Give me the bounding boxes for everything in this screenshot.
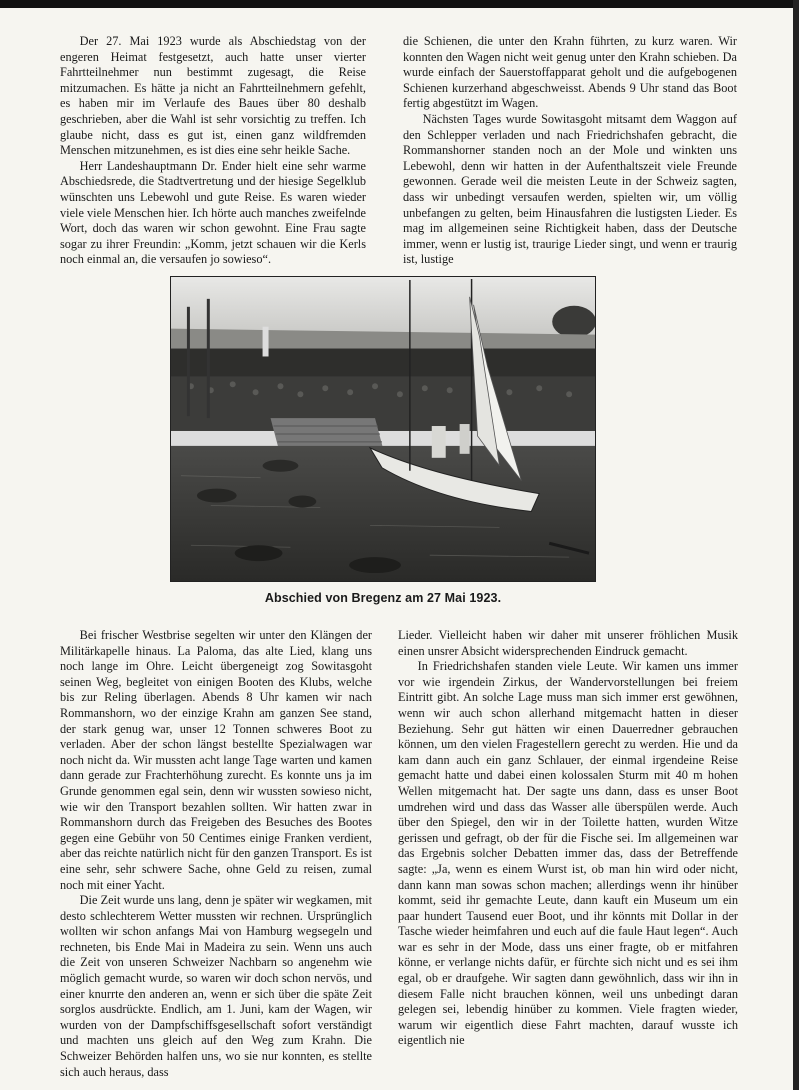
figure-caption: Abschied von Bregenz am 27 Mai 1923. (264, 591, 502, 605)
rowboat (349, 557, 401, 573)
paragraph: Nächsten Tages wurde Sowitasgoht mitsamt dem Waggon auf den Schlepper verladen und nach Friedrichshafen gebracht, die Rommanshorner standen noch an der Mole und winkten uns Lebewohl, denn wir hatten in der Aufenthaltszeit viele Freunde gewonnen. Gerade weil die meisten Leute in der Schweiz sagten, dass wir unbedingt versaufen werden, spielten wir, um völlig unbefangen zu gelten, beim Hinausfahren die lustigsten Lieder. Es mag im allgemeinen seine Richtigkeit haben, dass der Deutsche immer, wenn er lustig ist, traurige Lieder singt, und wenn er traurig ist, lustige (403, 111, 737, 267)
flag-pole (207, 299, 210, 418)
column-top-right (403, 34, 737, 268)
flag (263, 327, 269, 357)
rowboat (235, 545, 283, 561)
paragraph: Bei frischer Westbrise segelten wir unter den Klängen der Militärkapelle hinaus. La Paloma, das alte Lied, klang uns noch lange im Ohre. Leicht übergeneigt zog Sowitasgoht seinen Weg, begleitet von einigen Booten des Klubs, welche bis zur Reling überlagen. Abends 8 Uhr kamen wir nach Rommanshorn, wo der einzige Krahn am ganzen See stand, der stark genug war, unser 12 Tonnen schweres Boot zu verladen. Aber der schon längst bestellte Spezialwagen war noch nicht da. Wir mussten acht lange Tage warten und kamen dann gerade zur Frachterhöhung zurecht. Es konnte uns ja im Grunde genommen egal sein, denn wir wussten sowieso nicht, wie wir den Transport bezahlen sollten. Wir hatten zwar in Rommanshorn durch das Freigeben des Besuches des Bootes gegen eine Gebühr von 50 Centimes einige Franken verdient, aber das reichte natürlich nicht für den ganzen Transport. Es ist eine sehr, sehr schwere Sache, ohne Geld zu reisen, zumal noch mit einer Yacht. (60, 628, 372, 892)
paragraph: Die Zeit wurde uns lang, denn je später wir wegkamen, mit desto schlechterem Wetter mussten wir rechnen. Ursprünglich wollten wir schon anfangs Mai von Hamburg wegsegeln und rechneten, bis Ende Mai in Madeira zu sein. Wenn uns auch die Zeit von unseren Schweizer Nachbarn so angenehm wie möglich gemacht wurde, so waren wir doch schon nervös, und einer knurrte den anderen an, wenn er sich über die späte Zeit sorglos ausdrückte. Endlich, am 1. Juni, kam der Wagen, wir wurden von der Dampfschiffsgesellschaft sofort verständigt und machten uns gleich auf den Weg zum Krahn. Die Schweizer Behörden halfen uns, wo sie nur konnten, es stellte sich auch heraus, dass (60, 893, 372, 1079)
photo-farewell-bregenz (170, 276, 596, 582)
column-top-left (60, 34, 366, 268)
paragraph: Lieder. Vielleicht haben wir daher mit unserer fröhlichen Musik einen unsrer Absicht widersprechenden Eindruck gemacht. (398, 628, 738, 658)
paragraph: Herr Landeshauptmann Dr. Ender hielt eine sehr warme Abschiedsrede, die Stadtvertretung und der hiesige Segelklub wünschten uns Lebewohl und gute Reise. Es waren wieder viele viele Menschen hier. Ich hörte auch manches zweifelnde Wort, doch das waren wir schon gewohnt. Eine Frau sagte sogar zu ihrer Freundin: „Komm, jetzt schauen wir die Kerls noch einmal an, die versaufen jo sowieso“. (60, 158, 366, 267)
flag-pole (187, 307, 190, 416)
sky (171, 277, 595, 337)
paragraph: die Schienen, die unter den Krahn führten, zu kurz waren. Wir konnten den Wagen nicht weit genug unter den Krahn schieben. Da wurde einfach der Sauerstoffapparat geholt und die aufgebogenen Schienen kurzerhand abgeschweisst. Abends 9 Uhr stand das Boot fertig abgestützt im Wagen. (403, 34, 737, 111)
rowboat (263, 460, 299, 472)
page-top-edge (0, 0, 799, 8)
paragraph: In Friedrichshafen standen viele Leute. Wir kamen uns immer vor wie irgendein Zirkus, der Wandervorstellungen bei freiem Eintritt gibt. An solche Lage muss man sich immer erst gewöhnen, wenn wir auch schon allerhand mitgemacht hatten in dieser Beziehung. Sehr gut hätten wir einen Dauerredner gebrauchen können, um den vielen Fragestellern gerecht zu werden. Hie und da kam dann auch ein ganz Schlauer, der einmal irgendeine Reise gemacht hatte und dabei einen kolossalen Sturm mit 40 m hohen Wellen mitgemacht hat. Der sagte uns dann, dass es unser Boot umdrehen wird und dass das Wasser alle überspülen werde. Auch über den Spiegel, den wir in der Toilette hatten, wurden Witze gerissen und gefragt, ob der für die Fische sei. Im allgemeinen war das Ergebnis solcher Debatten immer das, dass der Betreffende sagte: „Ja, wenn es einem Wurst ist, ob man hin wird oder nicht, dann kann man sowas schon machen; allerdings wenn ihr hinüber kommt, seid ihr gemachte Leute, dann kauft ein Museum um ein paar hundert Tausend euer Boot, und ihr könnts mit Dollar in der Tasche wieder heimfahren und euch auf die faule Haut legen“. Auch war es sehr in der Mode, dass uns einer fragte, ob er mitfahren könne, er verlange nichts dafür, er fürchte sich nicht und es sei ihm egal, ob er draufgehe. Wir sagten dann gewöhnlich, dass wir ihn in diesem Falle nicht brauchen können, weil uns unbedingt daran gelegen sei, lebendig hinüber zu kommen. Viele fragten wieder, warum wir eigentlich diese Fahrt machten, darauf wusste ich eigentlich nie (398, 659, 738, 1048)
paragraph: Der 27. Mai 1923 wurde als Abschiedstag von der engeren Heimat festgesetzt, auch hatte unser vierter Fahrtteilnehmer nun bestimmt zugesagt, die Reise mitzumachen. Es hätte ja nicht an Fahrtteilnehmern gefehlt, es haben mir im Verlaufe des Baues über 80 deshalb geschrieben, aber die Wahl ist sehr vorsichtig zu treffen. Ich glaube nicht, dass es gut ist, einen ganz wildfremden Menschen mitzunehmen, es ist dies eine sehr heikle Sache. (60, 34, 366, 158)
rowboat (197, 489, 237, 503)
figure-on-deck (432, 426, 446, 458)
harbor-photo-illustration (171, 277, 595, 581)
column-bottom-right (398, 628, 738, 1049)
rowboat (288, 496, 316, 508)
tree (552, 306, 595, 338)
column-bottom-left (60, 628, 372, 1080)
figure-on-deck (460, 424, 470, 454)
page-right-edge (793, 0, 799, 1090)
